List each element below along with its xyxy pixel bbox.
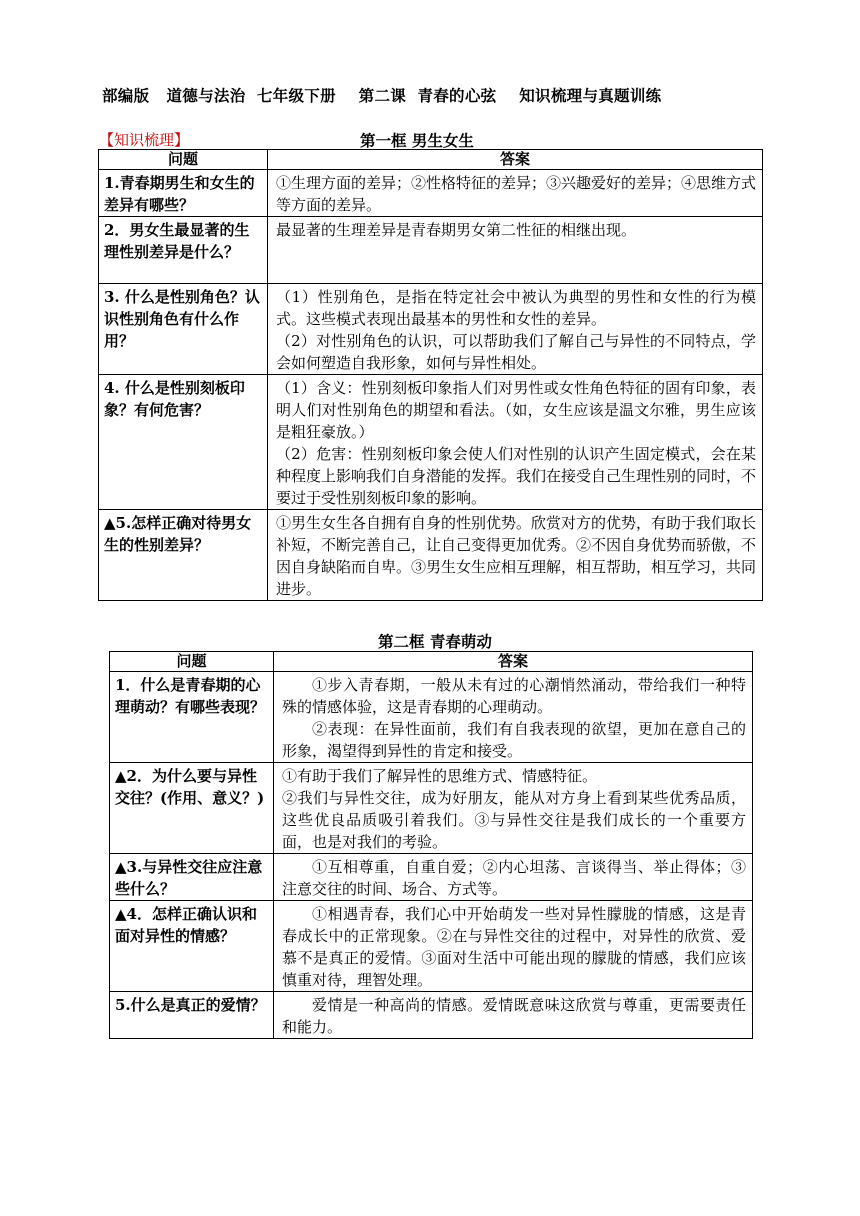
answer-cell <box>268 170 763 217</box>
answer-text: ①有助于我们了解异性的思维方式、情感特征。 <box>282 767 598 785</box>
question-cell: 5.什么是真正的爱情？ <box>110 992 274 1039</box>
header-answer: 答案 <box>268 150 763 170</box>
table-header-row <box>99 150 763 170</box>
question-cell: 4. 什么是性别刻板印象？有何危害？ <box>99 375 268 510</box>
question-cell: 2．男女生最显著的生理性别差异是什么？ <box>99 217 268 284</box>
knowledge-review-tag: 【知识梳理】 <box>99 131 190 149</box>
section2-table <box>109 651 753 1039</box>
question-cell: ▲5.怎样正确对待男女生的性别差异？ <box>99 510 268 601</box>
question-cell: 1.青春期男生和女生的差异有哪些？ <box>99 170 268 217</box>
answer-text: ②表现：在异性面前，我们有自我表现的欲望，更加在意自己的形象，渴望得到异性的肯定和接受。 <box>282 720 746 760</box>
header-question: 问题 <box>99 150 268 170</box>
section2-title: 第二框 青春萌动 <box>378 632 492 651</box>
answer-text: 最显著的生理差异是青春期男女第二性征的相继出现。 <box>276 221 637 239</box>
answer-cell <box>268 510 763 601</box>
answer-text: ①生理方面的差异；②性格特征的差异；③兴趣爱好的差异；④思维方式等方面的差异。 <box>276 174 757 214</box>
answer-cell <box>274 763 753 854</box>
table-row <box>110 672 753 763</box>
answer-text: （1）性别角色，是指在特定社会中被认为典型的男性和女性的行为模式。这些模式表现出最基本的男性和女性的差异。 <box>276 288 756 328</box>
answer-text: 爱情是一种高尚的情感。爱情既意味这欣赏与尊重，更需要责任和能力。 <box>282 996 746 1036</box>
answer-cell <box>274 992 753 1039</box>
table-header-row <box>110 652 753 672</box>
answer-text: ①步入青春期，一般从未有过的心潮悄然涌动，带给我们一种特殊的情感体验，这是青春期的心理萌动。 <box>282 676 746 716</box>
table-row <box>99 217 763 284</box>
table-row <box>110 992 753 1039</box>
question-cell: ▲3.与异性交往应注意些什么？ <box>110 854 274 901</box>
table-row <box>99 284 763 375</box>
answer-text: ①互相尊重，自重自爱；②内心坦荡、言谈得当、举止得体；③注意交往的时间、场合、方式等。 <box>282 858 746 898</box>
header-question: 问题 <box>110 652 274 672</box>
answer-cell <box>274 901 753 992</box>
table-row <box>110 854 753 901</box>
document-title: 部编版 道德与法治 七年级下册 第二课 青春的心弦 知识梳理与真题训练 <box>102 86 662 105</box>
question-cell: ▲4．怎样正确认识和面对异性的情感？ <box>110 901 274 992</box>
answer-cell <box>268 375 763 510</box>
answer-text: ①男生女生各自拥有自身的性别优势。欣赏对方的优势，有助于我们取长补短，不断完善自己，让自己变得更加优秀。②不因自身优势而骄傲，不因自身缺陷而自卑。③男生女生应相互理解，相互帮助，相互学习，共同进步。 <box>276 514 757 598</box>
answer-cell <box>268 217 763 284</box>
answer-cell <box>274 854 753 901</box>
question-cell: ▲2．为什么要与异性交往？(作用、意义？) <box>110 763 274 854</box>
table-row <box>99 510 763 601</box>
table-row <box>110 901 753 992</box>
answer-text: （2）对性别角色的认识，可以帮助我们了解自己与异性的不同特点，学会如何塑造自我形象，如何与异性相处。 <box>276 332 756 372</box>
answer-cell <box>274 672 753 763</box>
header-answer: 答案 <box>274 652 753 672</box>
answer-cell <box>268 284 763 375</box>
table-row <box>99 170 763 217</box>
answer-text: ②我们与异性交往，成为好朋友，能从对方身上看到某些优秀品质，这些优良品质吸引着我们。③与异性交往是我们成长的一个重要方面，也是对我们的考验。 <box>282 789 746 851</box>
table-row <box>99 375 763 510</box>
section1-title: 第一框 男生女生 <box>360 131 474 150</box>
section1-table <box>98 149 763 601</box>
answer-text: （2）危害：性别刻板印象会使人们对性别的认识产生固定模式，会在某种程度上影响我们自身潜能的发挥。我们在接受自己生理性别的同时，不要过于受性别刻板印象的影响。 <box>276 445 757 507</box>
answer-text: （1）含义：性别刻板印象指人们对男性或女性角色特征的固有印象，表明人们对性别角色的期望和看法。（如，女生应该是温文尔雅，男生应该是粗狂豪放。） <box>276 379 756 441</box>
table-row <box>110 763 753 854</box>
answer-text: ①相遇青春，我们心中开始萌发一些对异性朦胧的情感，这是青春成长中的正常现象。②在与异性交往的过程中，对异性的欣赏、爱慕不是真正的爱情。③面对生活中可能出现的朦胧的情感，我们应该慎重对待，理智处理。 <box>282 905 746 989</box>
question-cell: 1．什么是青春期的心理萌动？有哪些表现？ <box>110 672 274 763</box>
question-cell: 3. 什么是性别角色？认识性别角色有什么作用？ <box>99 284 268 375</box>
